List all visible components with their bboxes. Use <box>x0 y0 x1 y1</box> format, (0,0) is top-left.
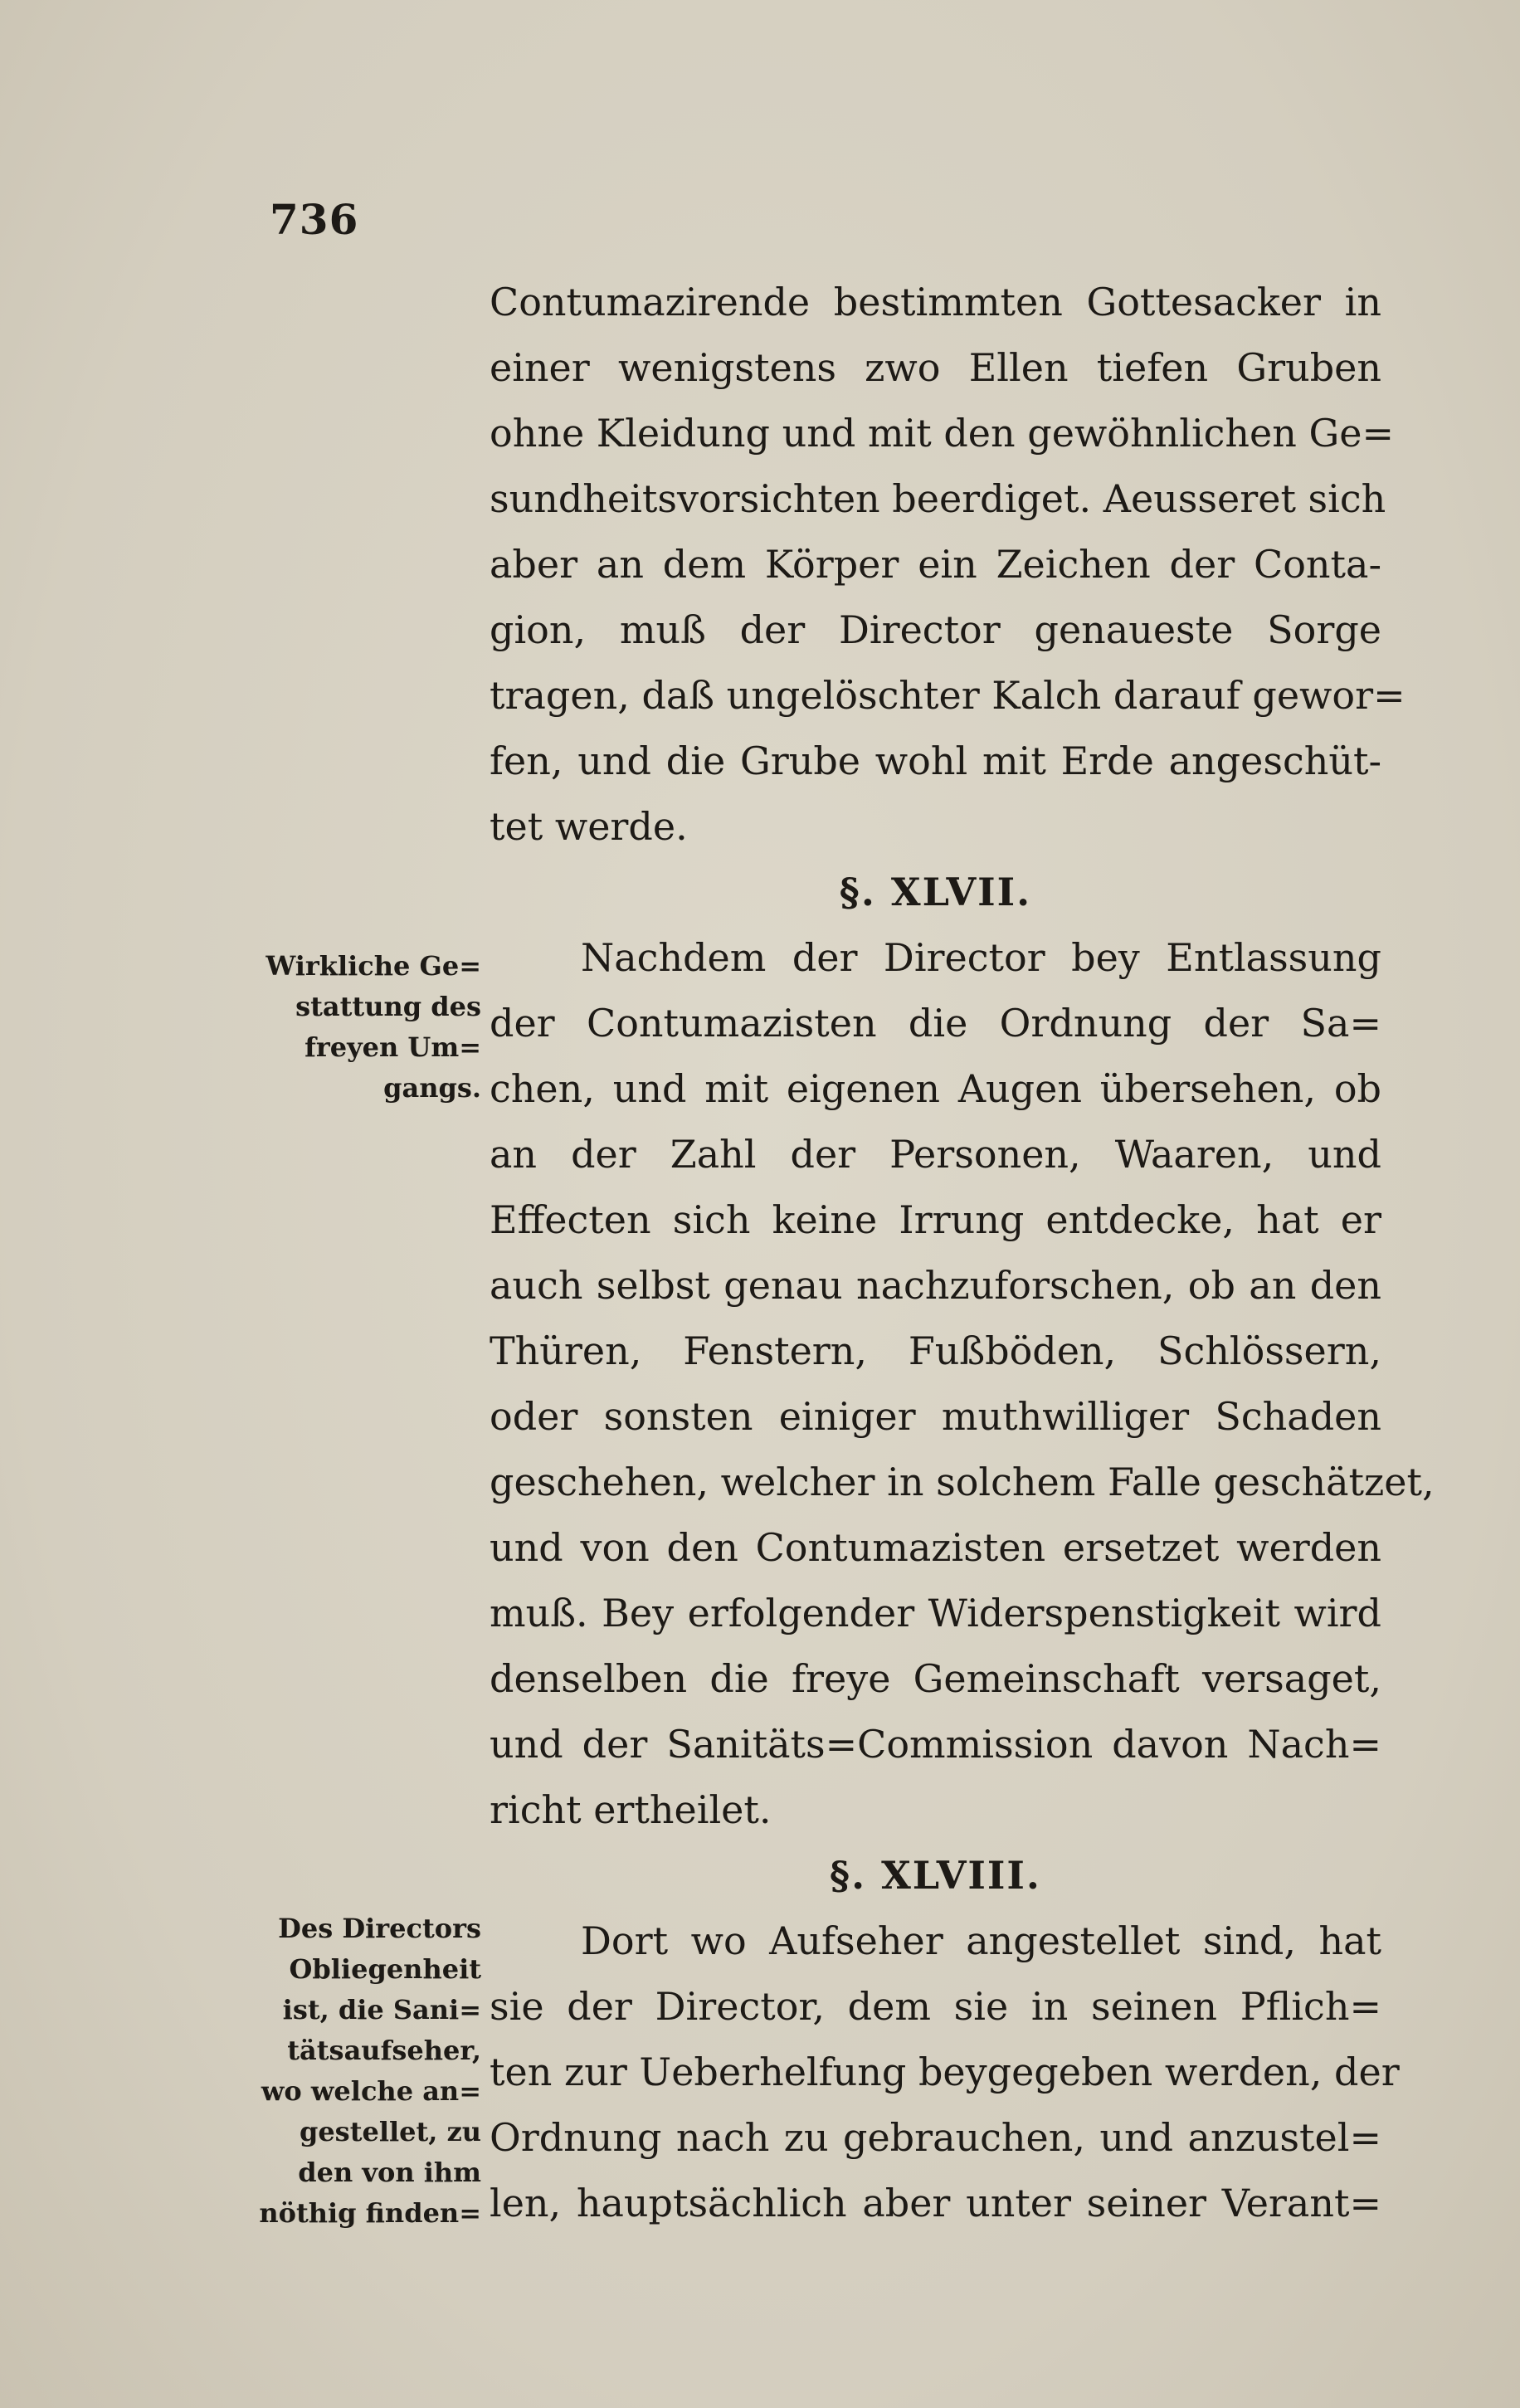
text-line: gion, muß der Director genaueste Sorge <box>490 607 1381 652</box>
margin-note-line: Des Directors <box>278 1913 481 1944</box>
margin-note-line: Wirkliche Ge= <box>266 950 481 982</box>
text-line: ohne Kleidung und mit den gewöhnlichen Ge= <box>490 411 1395 456</box>
text-line: sundheitsvorsichten beerdiget. Aeusseret sich <box>490 476 1386 521</box>
margin-note-line: stattung des <box>295 991 481 1022</box>
margin-note-line: tätsaufseher, <box>287 2035 481 2066</box>
text-line: aber an dem Körper ein Zeichen der Conta- <box>490 542 1381 587</box>
margin-note-line: freyen Um= <box>304 1031 481 1063</box>
text-line: tragen, daß ungelöschter Kalch darauf gewor= <box>490 673 1406 718</box>
text-line: tet werde. <box>490 804 688 849</box>
text-line: Ordnung nach zu gebrauchen, und anzustel= <box>490 2115 1381 2160</box>
text-line: sie der Director, dem sie in seinen Pflich= <box>490 1984 1381 2029</box>
margin-note-line: nöthig finden= <box>259 2197 481 2229</box>
text-line: chen, und mit eigenen Augen übersehen, ob <box>490 1066 1381 1111</box>
text-line: Dort wo Aufseher angestellet sind, hat <box>581 1918 1381 1963</box>
text-line: und von den Contumazisten ersetzet werden <box>490 1525 1381 1570</box>
margin-note-line: wo welche an= <box>261 2075 481 2107</box>
text-line: richt ertheilet. <box>490 1787 772 1832</box>
margin-note-line: gestellet, zu <box>299 2116 481 2147</box>
text-line: ten zur Ueberhelfung beygegeben werden, der <box>490 2050 1400 2094</box>
margin-note-xlviii <box>249 1908 481 2234</box>
text-line: muß. Bey erfolgender Widerspenstigkeit wird <box>490 1591 1381 1635</box>
text-line: an der Zahl der Personen, Waaren, und <box>490 1132 1381 1177</box>
page-number: 736 <box>270 195 359 244</box>
margin-note-line: gangs. <box>383 1072 481 1104</box>
section-heading-xlvii: §. XLVII. <box>839 870 1032 914</box>
text-line: Contumazirende bestimmten Gottesacker in <box>490 280 1381 324</box>
margin-note-line: den von ihm <box>298 2157 481 2188</box>
text-line: denselben die freye Gemeinschaft versaget, <box>490 1656 1381 1701</box>
text-line: geschehen, welcher in solchem Falle geschätzet, <box>490 1460 1435 1504</box>
text-line: oder sonsten einiger muthwilliger Schaden <box>490 1394 1381 1439</box>
margin-note-line: Obliegenheit <box>289 1953 481 1985</box>
text-line: Thüren, Fenstern, Fußböden, Schlössern, <box>490 1328 1381 1373</box>
margin-note-line: ist, die Sani= <box>282 1994 481 2025</box>
text-line: einer wenigstens zwo Ellen tiefen Gruben <box>490 345 1381 390</box>
text-line: Effecten sich keine Irrung entdecke, hat er <box>490 1197 1381 1242</box>
text-line: Nachdem der Director bey Entlassung <box>581 935 1381 980</box>
text-line: fen, und die Grube wohl mit Erde angeschüt- <box>490 738 1381 783</box>
margin-note-xlvii <box>249 946 481 1109</box>
text-line: der Contumazisten die Ordnung der Sa= <box>490 1001 1381 1046</box>
section-heading-xlviii: §. XLVIII. <box>830 1853 1041 1898</box>
text-line: und der Sanitäts=Commission davon Nach= <box>490 1722 1381 1767</box>
body-text <box>490 270 1435 2236</box>
text-line: len, hauptsächlich aber unter seiner Verant= <box>490 2181 1381 2225</box>
text-line: auch selbst genau nachzuforschen, ob an den <box>490 1263 1381 1308</box>
